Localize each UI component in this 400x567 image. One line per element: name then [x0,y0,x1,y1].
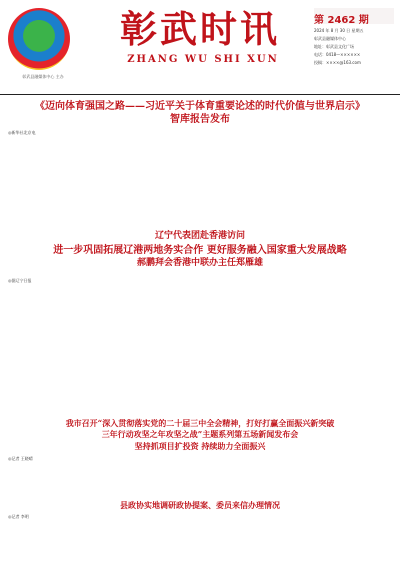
feature-headline: 进一步巩固拓展辽港两地务实合作 更好服务融入国家重大发展战略 [53,245,347,256]
column-11 [200,456,290,496]
column-1 [8,130,98,225]
column-3 [200,130,290,225]
meta-line: 电话：0418—×××××× [314,52,361,57]
column-4 [296,130,392,225]
column-9 [8,456,98,496]
meta-line: 彰武县融媒体中心 [314,36,346,41]
column-15 [200,514,290,564]
byline: ◎记者 李明 [8,514,29,519]
issue-box [314,8,394,24]
column-5 [8,278,98,408]
byline: ◎新华社北京电 [8,130,36,135]
logo-note: 彰武县融媒体中心 主办 [22,74,64,79]
banner-line-3: 坚持抓项目扩投资 持续助力全面振兴 [134,441,266,451]
byline: ◎据辽宁日报 [8,278,32,283]
newspaper-title: 彰武时讯 [120,7,280,51]
date-line: 2024 年 8 月 30 日 星期五 [314,28,364,33]
feature-kicker: 辽宁代表团赴香港访问 [154,231,245,241]
meta-info [314,27,400,67]
lead-headline: 《迈向体育强国之路——习近平关于体育重要论述的时代价值与世界启示》 [35,101,365,112]
column-14 [104,514,194,564]
banner-line-1: 我市召开“深入贯彻落实党的二十届三中全会精神，打好打赢全面振兴新突破 [65,418,335,428]
column-6 [104,278,194,408]
masthead [0,0,400,90]
column-13 [8,514,98,564]
meta-line: 投稿：××××@163.com [314,60,361,65]
meta-line: 地址：彰武县文化广场 [314,44,354,49]
county-logo-icon [8,8,70,70]
column-10 [104,456,194,496]
column-7 [200,278,290,408]
column-8 [296,278,392,408]
masthead-rule [0,94,400,95]
issue-number: 第 2462 期 [314,15,369,26]
column-12 [296,456,392,496]
column-2 [104,130,194,225]
lead-subheadline: 智库报告发布 [170,114,230,125]
column-16 [296,514,392,564]
bottom-headline: 县政协实地调研政协提案、委员来信办理情况 [120,500,280,510]
banner-line-2: 三年行动攻坚之年攻坚之战”主题系列第五场新闻发布会 [101,429,299,439]
newspaper-pinyin: ZHANG WU SHI XUN [127,54,279,65]
feature-subheadline: 郝鹏拜会香港中联办主任郑雁雄 [136,258,263,268]
byline: ◎记者 王晓晴 [8,456,33,461]
